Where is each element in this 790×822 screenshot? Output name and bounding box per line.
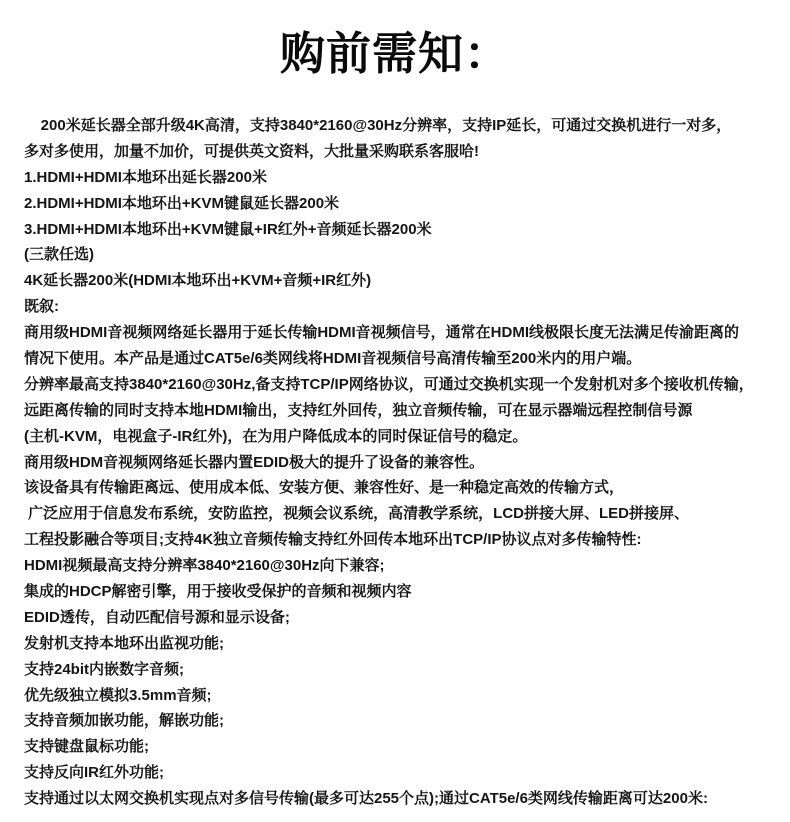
text-line: 广泛应用于信息发布系统，安防监控，视频会议系统，高清教学系统，LCD拼接大屏、LED拼接屏、 bbox=[24, 505, 689, 523]
text-line: 远距离传输的同时支持本地HDMI输出，支持红外回传，独立音频传输，可在显示器端远程控制信号源 bbox=[24, 401, 693, 419]
text-line: 工程投影融合等项目;支持4K独立音频传输支持红外回传本地环出TCP/IP协议点对多传输特性: bbox=[24, 531, 642, 549]
text-line: 2.HDMI+HDMI本地环出+KVM键鼠延长器200米 bbox=[24, 194, 340, 212]
page-title: 购前需知： bbox=[279, 28, 510, 79]
text-line: EDID透传，自动匹配信号源和显示设备; bbox=[24, 608, 290, 626]
text-line: 该设备具有传输距离远、使用成本低、安装方便、兼容性好、是一种稳定高效的传输方式， bbox=[24, 479, 625, 497]
text-line: 3.HDMI+HDMI本地环出+KVM键鼠+IR红外+音频延长器200米 bbox=[24, 220, 432, 238]
text-line: 情况下使用。本产品是通过CAT5e/6类网线将HDMI音视频信号高清传输至200米内的用户端。 bbox=[24, 350, 642, 368]
text-line: 集成的HDCP解密引擎，用于接收受保护的音频和视频内容 bbox=[24, 583, 412, 601]
text-line: 1.HDMI+HDMI本地环出延长器200米 bbox=[24, 168, 267, 186]
text-line: 支持通过以太网交换机实现点对多信号传输(最多可达255个点);通过CAT5e/6类网线传输距离可达200米: bbox=[24, 790, 708, 808]
text-line: 4K延长器200米(HDMI本地环出+KVM+音频+IR红外) bbox=[24, 272, 372, 290]
text-line: 优先级独立模拟3.5mm音频; bbox=[24, 686, 212, 704]
text-line: 分辨率最高支持3840*2160@30Hz,备支持TCP/IP网络协议，可通过交换机实现一个发射机对多个接收机传输， bbox=[24, 375, 754, 393]
text-line: 支持键盘鼠标功能; bbox=[24, 738, 149, 756]
text-line: HDMI视频最高支持分辨率3840*2160@30Hz向下兼容; bbox=[24, 557, 385, 575]
text-line: (三款任选) bbox=[24, 246, 94, 264]
text-line: 多对多使用，加量不加价，可提供英文资料，大批量采购联系客服哈! bbox=[24, 142, 479, 160]
text-line: 200米延长器全部升级4K高清，支持3840*2160@30Hz分辨率，支持IP延长，可通过交换机进行一对多， bbox=[24, 117, 732, 134]
text-line: 支持24bit内嵌数字音频; bbox=[24, 660, 185, 678]
text-line: 支持音频加嵌功能，解嵌功能; bbox=[24, 712, 224, 730]
text-line: 发射机支持本地环出监视功能; bbox=[24, 634, 224, 652]
text-line: 既叙: bbox=[24, 298, 59, 316]
notice-body bbox=[0, 113, 790, 812]
text-line: 支持反向IR红外功能; bbox=[24, 764, 164, 782]
text-line: 商用级HDM音视频网络延长器内置EDID极大的提升了设备的兼容性。 bbox=[24, 453, 485, 471]
text-line: (主机-KVM，电视盒子-IR红外)，在为用户降低成本的同时保证信号的稳定。 bbox=[24, 427, 528, 445]
text-line: 商用级HDMI音视频网络延长器用于延长传输HDMI音视频信号，通常在HDMI线极限长度无法满足传渝距离的 bbox=[24, 324, 739, 342]
